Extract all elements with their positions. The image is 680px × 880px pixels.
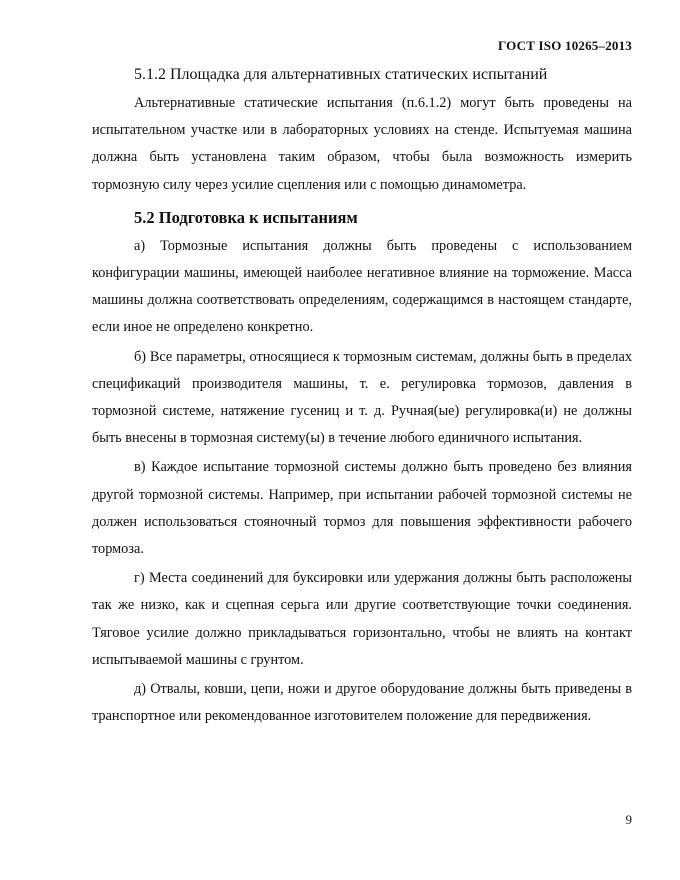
paragraph-item-b: б) Все параметры, относящиеся к тормозным системам, должны быть в пределах спецификаций производителя машины, т. е. регулировка тормозов, давления в тормозной системе, натяжение гусениц и т. д. Ручная(ые) регулировка(и) не должны быть внесены в тормозная систему(ы) в течение любого единичного испытания. [92,348,632,447]
standard-code-header: ГОСТ ISO 10265–2013 [498,38,632,53]
paragraph-item-d: д) Отвалы, ковши, цепи, ножи и другое оборудование должны быть приведены в транспортное или рекомендованное изготовителем положение для передвижения. [92,681,632,725]
paragraph-item-v: в) Каждое испытание тормозной системы должно быть проведено без влияния другой тормозной системы. Например, при испытании рабочей тормозной системы не должен использоваться стояночный тормоз для повышения эффективности рабочего тормоза. [92,459,632,558]
section-heading-5-2: 5.2 Подготовка к испытаниям [134,207,358,227]
page-content [92,60,632,730]
paragraph-item-g: г) Места соединений для буксировки или удержания должны быть расположены так же низко, как и сцепная серьга или другие соответствующие точки соединения. Тяговое усилие должно прикладываться горизонтально, чтобы не влиять на контакт испытываемой машины с грунтом. [92,570,632,668]
subsection-heading-5-1-2: 5.1.2 Площадка для альтернативных статических испытаний [134,66,548,83]
paragraph-5-1-2: Альтернативные статические испытания (п.6.1.2) могут быть проведены на испытательном участке или в лабораторных условиях на стенде. Испытуемая машина должна быть установлена таким образом, чтобы была возможность измерить тормозную силу через усилие сцепления или с помощью динамометра. [92,95,632,193]
paragraph-item-a: а) Тормозные испытания должны быть проведены с использованием конфигурации машины, имеющей наиболее негативное влияние на торможение. Масса машины должна соответствовать определениям, содержащимся в настоящем стандарте, если иное не определено конкретно. [92,237,632,336]
page-number: 9 [625,812,632,827]
